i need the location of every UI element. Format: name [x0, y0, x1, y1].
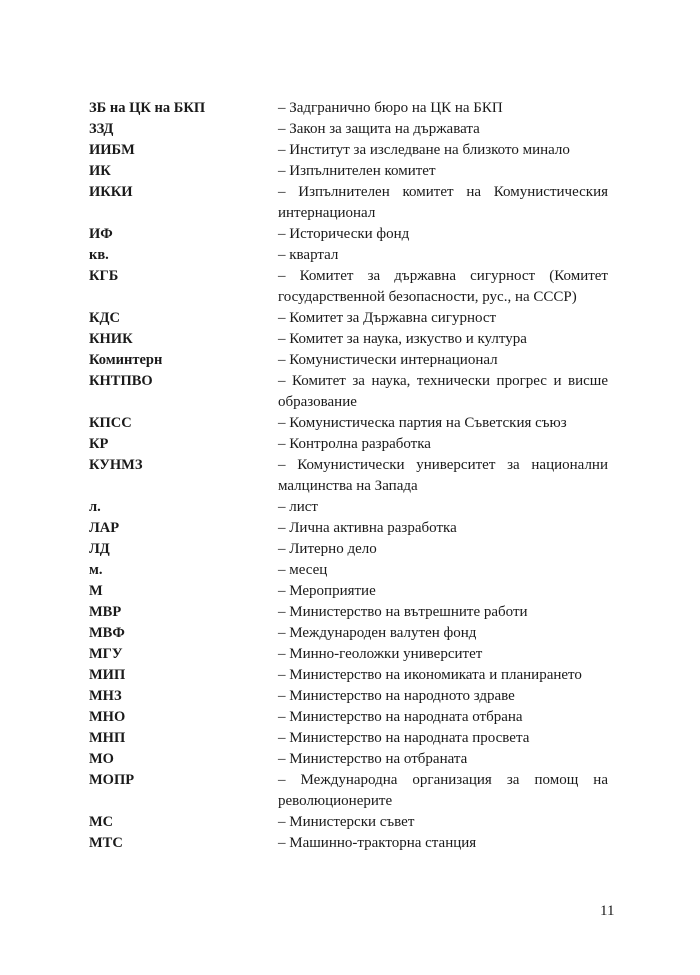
definition: – Министерство на народното здраве — [278, 688, 515, 704]
definition: – месец — [278, 562, 328, 578]
definition: – Институт за изследване на близкото минало — [278, 142, 570, 158]
abbreviation-entry — [89, 539, 619, 560]
abbreviation-entry — [89, 161, 619, 182]
definition: – Министерство на икономиката и планирането — [278, 667, 582, 683]
definition: – Комитет за наука, технически прогрес и висше образование — [278, 373, 608, 410]
abbreviation: КНИК — [89, 331, 133, 347]
abbreviation-entry — [89, 98, 619, 119]
abbreviation-entry — [89, 518, 619, 539]
abbreviation-entry — [89, 560, 619, 581]
abbreviation-entry — [89, 707, 619, 728]
definition: – Комунистическа партия на Съветския съюз — [278, 415, 567, 431]
definition: – Комунистически университет за национални малцинства на Запада — [278, 457, 608, 494]
abbreviation: МИП — [89, 667, 126, 683]
abbreviation: ИФ — [89, 226, 113, 242]
definition: – лист — [278, 499, 318, 515]
definition: – Министерство на вътрешните работи — [278, 604, 528, 620]
definition: – Лична активна разработка — [278, 520, 457, 536]
definition: – Комитет за наука, изкуство и култура — [278, 331, 527, 347]
definition: – Контролна разработка — [278, 436, 431, 452]
definition: – Комитет за държавна сигурност (Комитет государственной безопасности, рус., на СССР) — [278, 268, 608, 305]
abbreviation-entry — [89, 812, 619, 833]
abbreviation-entry — [89, 581, 619, 602]
abbreviation: МС — [89, 814, 114, 830]
abbreviation-entry — [89, 413, 619, 434]
page-number: 11 — [600, 903, 615, 919]
abbreviation: МОПР — [89, 772, 135, 788]
abbreviation: КДС — [89, 310, 120, 326]
abbreviation: Коминтерн — [89, 352, 163, 368]
abbreviation-entry — [89, 728, 619, 749]
definition: – Международен валутен фонд — [278, 625, 477, 641]
abbreviation-entry — [89, 119, 619, 140]
abbreviation: МНП — [89, 730, 126, 746]
definition: – Министерски съвет — [278, 814, 415, 830]
definition: – Комунистически интернационал — [278, 352, 498, 368]
abbreviation-entry — [89, 434, 619, 455]
abbreviation: МТС — [89, 835, 123, 851]
abbreviation: КПСС — [89, 415, 132, 431]
abbreviation-entry — [89, 308, 619, 329]
definition: – Министерство на народната отбрана — [278, 709, 523, 725]
definition: – Машинно-тракторна станция — [278, 835, 477, 851]
abbreviation-entry — [89, 245, 619, 266]
abbreviation: КНТПВО — [89, 373, 153, 389]
definition: – Изпълнителен комитет — [278, 163, 436, 179]
abbreviation: ИИБМ — [89, 142, 135, 158]
abbreviation-entry — [89, 140, 619, 161]
definition: – Изпълнителен комитет на Комунистическия интернационал — [278, 184, 608, 221]
abbreviation: кв. — [89, 247, 109, 263]
abbreviation-entry — [89, 224, 619, 245]
abbreviation-entry — [89, 350, 619, 371]
definition: – Задгранично бюро на ЦК на БКП — [278, 100, 503, 116]
abbreviation-entry — [89, 602, 619, 623]
abbreviation: ЗЗД — [89, 121, 114, 137]
abbreviation-entry — [89, 182, 619, 224]
abbreviation: м. — [89, 562, 103, 578]
abbreviation-entry — [89, 623, 619, 644]
abbreviation: МО — [89, 751, 114, 767]
definition: – квартал — [278, 247, 339, 263]
abbreviation: л. — [89, 499, 101, 515]
abbreviation-list — [89, 98, 619, 854]
abbreviation: ЛД — [89, 541, 110, 557]
definition: – Министерство на народната просвета — [278, 730, 530, 746]
definition: – Мероприятие — [278, 583, 376, 599]
abbreviation: МГУ — [89, 646, 123, 662]
abbreviation: ЗБ на ЦК на БКП — [89, 100, 206, 116]
abbreviation-entry — [89, 497, 619, 518]
abbreviation: КР — [89, 436, 109, 452]
abbreviation-entry — [89, 644, 619, 665]
abbreviation-entry — [89, 665, 619, 686]
abbreviation-entry — [89, 455, 619, 497]
abbreviation: КУНМЗ — [89, 457, 143, 473]
abbreviation-entry — [89, 329, 619, 350]
abbreviation: КГБ — [89, 268, 119, 284]
definition: – Исторически фонд — [278, 226, 410, 242]
definition: – Литерно дело — [278, 541, 377, 557]
abbreviation-entry — [89, 749, 619, 770]
definition: – Минно-геоложки университет — [278, 646, 483, 662]
abbreviation: ЛАР — [89, 520, 120, 536]
definition: – Международна организация за помощ на революционерите — [278, 772, 608, 809]
abbreviation-entry — [89, 266, 619, 308]
abbreviation: ИК — [89, 163, 111, 179]
abbreviation-entry — [89, 833, 619, 854]
abbreviation-entry — [89, 686, 619, 707]
abbreviation: ИККИ — [89, 184, 133, 200]
abbreviation: М — [89, 583, 103, 599]
abbreviation: МВФ — [89, 625, 125, 641]
abbreviation: МНЗ — [89, 688, 122, 704]
abbreviation: МВР — [89, 604, 122, 620]
definition: – Министерство на отбраната — [278, 751, 468, 767]
abbreviation-entry — [89, 371, 619, 413]
abbreviation: МНО — [89, 709, 126, 725]
definition: – Закон за защита на държавата — [278, 121, 480, 137]
abbreviation-entry — [89, 770, 619, 812]
definition: – Комитет за Държавна сигурност — [278, 310, 497, 326]
